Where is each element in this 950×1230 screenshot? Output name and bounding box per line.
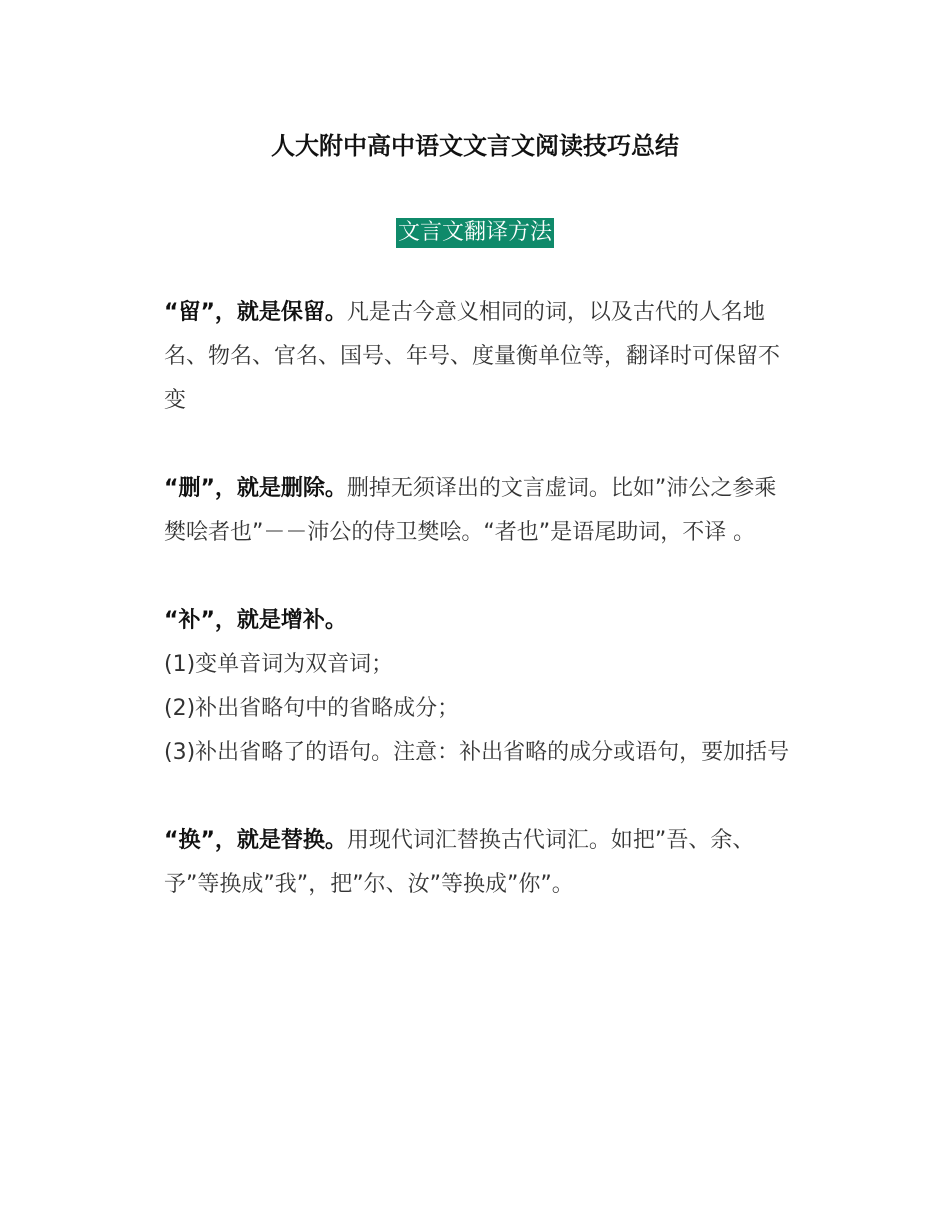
paragraph-text: 用现代词汇替换古代词汇。如把”吾、余、予”等换成”我”，把”尔、汝”等换成”你”。 bbox=[164, 828, 755, 897]
section-heading-container bbox=[0, 218, 950, 248]
list-item: (2)补出省略句中的省略成分； bbox=[164, 696, 460, 721]
paragraph-lead: “换”，就是替换。 bbox=[164, 828, 347, 853]
list-item: (1)变单音词为双音词； bbox=[164, 652, 394, 677]
paragraph-supplement bbox=[164, 599, 794, 643]
list-item: (3)补出省略了的语句。注意：补出省略的成分或语句，要加括号 bbox=[164, 740, 790, 765]
paragraph-lead: “删”，就是删除。 bbox=[164, 476, 347, 501]
document-body bbox=[164, 291, 794, 907]
paragraph-spacer bbox=[164, 775, 794, 819]
paragraph-spacer bbox=[164, 555, 794, 599]
paragraph-replace bbox=[164, 819, 794, 907]
section-heading: 文言文翻译方法 bbox=[396, 218, 554, 248]
paragraph-text: 凡是古今意义相同的词，以及古代的人名地名、物名、官名、国号、年号、度量衡单位等，翻译时可保留不变 bbox=[164, 300, 781, 413]
paragraph-lead: “补”，就是增补。 bbox=[164, 608, 347, 633]
document-title: 人大附中高中语文文言文阅读技巧总结 bbox=[271, 131, 679, 160]
paragraph-spacer bbox=[164, 423, 794, 467]
paragraph-retain bbox=[164, 291, 794, 423]
paragraph-delete bbox=[164, 467, 794, 555]
paragraph-text: 删掉无须译出的文言虚词。比如”沛公之参乘樊哙者也”－－沛公的侍卫樊哙。“者也”是语尾助词，不译 。 bbox=[164, 476, 777, 545]
paragraph-lead: “留”，就是保留。 bbox=[164, 300, 347, 325]
